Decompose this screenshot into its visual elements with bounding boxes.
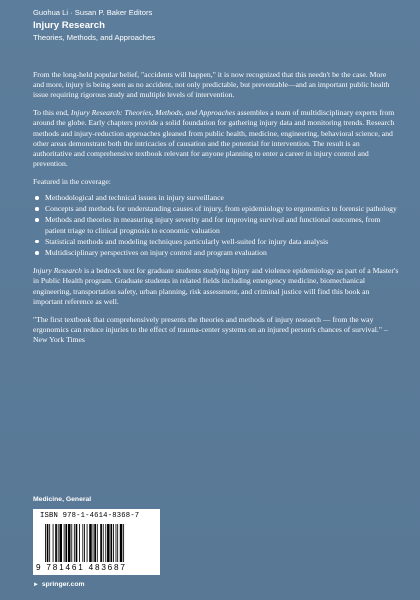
barcode-bar bbox=[87, 524, 88, 562]
blurb bbox=[33, 70, 399, 353]
barcode-bar bbox=[74, 524, 75, 562]
barcode-bar bbox=[105, 524, 106, 562]
barcode-bar bbox=[64, 524, 65, 562]
website-label: springer.com bbox=[41, 581, 85, 588]
barcode-bar bbox=[49, 524, 50, 562]
barcode-bar bbox=[82, 524, 83, 562]
bullet-icon bbox=[35, 207, 39, 211]
blurb-paragraph-3: Injury Research is a bedrock text for graduate students studying injury and violence epidemiology as part of a Master's in Public Health program. Graduate students in related fields including emergency medicine, biomechanical engineering, transportation safety, urban planning, risk assessment, and criminal justice will find this book an important reference as well. bbox=[33, 266, 399, 306]
barcode-bar bbox=[117, 524, 118, 562]
barcode-bar bbox=[89, 524, 92, 562]
list-item: Multidisciplinary perspectives on injury control and program evaluation bbox=[45, 248, 399, 258]
list-item: Methodological and technical issues in injury surveillance bbox=[45, 193, 399, 203]
barcode-bar bbox=[45, 524, 46, 562]
barcode-bar bbox=[113, 524, 114, 562]
barcode-bar bbox=[84, 524, 85, 562]
barcode-bar bbox=[79, 524, 80, 562]
barcode-bar bbox=[68, 524, 71, 562]
barcode-bar bbox=[59, 524, 62, 562]
editors-line bbox=[33, 8, 393, 18]
blurb-paragraph-1: From the long-held popular belief, "accidents will happen," it is now recognized that this needn't be the case. More and more, injury is being seen as no accident, not only predictable, but preventable—and an important public health issue requiring rigorous study and multiple levels of intervention. bbox=[33, 70, 390, 100]
features-intro: Featured in the coverage: bbox=[33, 176, 111, 186]
barcode-box bbox=[33, 509, 160, 575]
barcode-bar bbox=[110, 524, 112, 562]
barcode-bar bbox=[53, 524, 54, 562]
barcode-bar bbox=[123, 524, 124, 562]
bullet-icon bbox=[35, 196, 39, 200]
barcode-bar bbox=[107, 524, 110, 562]
barcode-bar bbox=[58, 524, 59, 562]
editor-names: Guohua Li · Susan P. Baker bbox=[33, 8, 127, 17]
barcode-bar bbox=[71, 524, 72, 562]
features-list bbox=[33, 193, 399, 258]
book-subtitle: Theories, Methods, and Approaches bbox=[33, 33, 155, 42]
review-quote: "The first textbook that comprehensively presents the theories and methods of injury research — from the way ergonomics can reduce injuries to the effect of trauma-center systems on an injured person's chances of survival." – New York Times bbox=[33, 314, 388, 344]
barcode-bar bbox=[93, 524, 94, 562]
cover-header bbox=[33, 8, 393, 43]
barcode-digits: 9 781461 483687 bbox=[36, 563, 127, 572]
barcode-graphic bbox=[45, 524, 155, 562]
bullet-icon bbox=[35, 218, 39, 222]
barcode-bar bbox=[94, 524, 96, 562]
barcode-bar bbox=[55, 524, 57, 562]
bullet-icon bbox=[35, 240, 39, 244]
barcode-bar bbox=[120, 524, 123, 562]
barcode-bar bbox=[103, 524, 104, 562]
blurb-paragraph-2: To this end, Injury Research: Theories, Methods, and Approaches assembles a team of multidisciplinary experts from around the globe. Early chapters provide a solid foundation for gathering injury data and monitoring trends. Research methods and injury-reduction approaches gleaned from public health, medicine, engineering, behavioral science, and other areas demonstrate both the intricacies of causation and the potential for intervention. The result is an authoritative and comprehensive textbook relevant for anyone planning to enter a career in injury control and prevention. bbox=[33, 108, 395, 169]
subject-category: Medicine, General bbox=[33, 496, 92, 503]
book-title: Injury Research bbox=[33, 20, 105, 31]
arrow-icon: ► bbox=[33, 582, 39, 588]
book-title-italic: Injury Research bbox=[33, 266, 83, 276]
publisher-website[interactable] bbox=[33, 581, 85, 588]
list-item: Concepts and methods for understanding causes of injury, from epidemiology to ergonomics to forensic pathology bbox=[45, 204, 399, 214]
barcode-bar bbox=[100, 524, 102, 562]
barcode-bar bbox=[47, 524, 49, 562]
list-item: Statistical methods and modeling techniques particularly well-suited for injury data analysis bbox=[45, 237, 399, 247]
barcode-bar bbox=[65, 524, 67, 562]
editors-role: Editors bbox=[128, 8, 153, 17]
barcode-bar bbox=[97, 524, 98, 562]
bullet-icon bbox=[35, 251, 39, 255]
barcode-bar bbox=[116, 524, 117, 562]
list-item: Methods and theories in measuring injury severity and for improving survival and functional outcomes, from patient triage to clinical prognosis to economic valuation bbox=[45, 215, 399, 235]
barcode-bar bbox=[76, 524, 78, 562]
isbn-label: ISBN 978-1-4614-8368-7 bbox=[40, 512, 140, 520]
book-title-italic: Injury Research: Theories, Methods, and Approaches bbox=[70, 108, 236, 118]
